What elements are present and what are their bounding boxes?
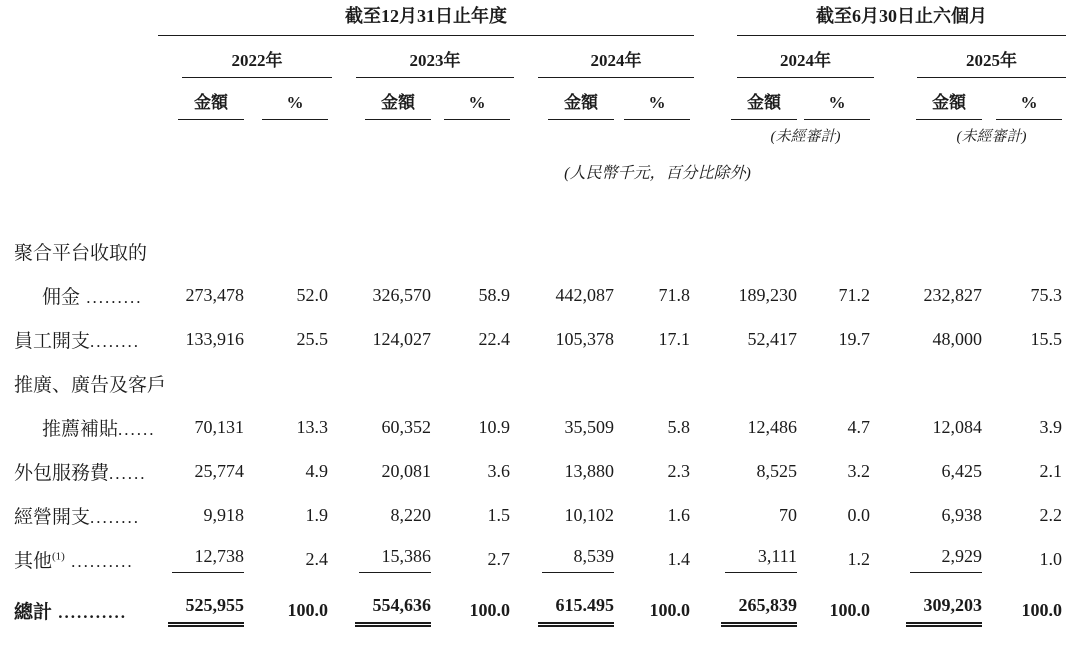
amount-column-header: 金額 (158, 78, 248, 120)
cell-value: 2.7 (487, 549, 510, 570)
cell-value: 273,478 (185, 285, 244, 306)
cell-value: 35,509 (564, 417, 614, 438)
period-header-annual (158, 6, 694, 36)
cell-value: 13,880 (564, 461, 614, 482)
table-row (0, 582, 1066, 640)
table-row (0, 406, 1066, 450)
cell-value: 1.5 (487, 505, 510, 526)
year-header-row (0, 36, 1066, 78)
cell-value: 10.9 (478, 417, 510, 438)
cell-value: 6,425 (941, 461, 982, 482)
cell-value: 309,203 (874, 582, 986, 640)
cell-value: 100.0 (829, 600, 870, 621)
cell-value: 8,525 (756, 461, 797, 482)
cell-value: 0.0 (847, 505, 870, 526)
cell-value: 5.8 (667, 417, 690, 438)
financial-breakdown-table (0, 6, 1066, 640)
cell-value: 2.4 (305, 549, 328, 570)
cell-value: 3,111 (694, 538, 801, 582)
empty-cells (158, 230, 1066, 274)
unit-note: (人民幣千元，百分比除外) (564, 165, 751, 183)
header-spacer (0, 36, 158, 78)
cell-value: 1.2 (847, 549, 870, 570)
period-header-interim (694, 6, 1066, 36)
cell-value: 6,938 (941, 505, 982, 526)
cell-value: 232,827 (923, 285, 982, 306)
cell-value: 100.0 (469, 600, 510, 621)
year-header-2025-interim: 2025年 (874, 36, 1066, 78)
amount-column-header: 金額 (694, 78, 801, 120)
cell-value: 1.4 (667, 549, 690, 570)
cell-value: 1.9 (305, 505, 328, 526)
percent-column-header: % (986, 78, 1066, 120)
period-header-row (0, 6, 1066, 36)
amount-column-header: 金額 (874, 78, 986, 120)
cell-value: 71.8 (658, 285, 690, 306)
header-spacer (0, 152, 514, 192)
percent-column-header: % (248, 78, 332, 120)
cell-value: 554,636 (332, 582, 435, 640)
cell-value: 15.5 (1030, 329, 1062, 350)
cell-value: 189,230 (738, 285, 797, 306)
row-label: 經營開支........ (14, 507, 141, 529)
cell-value: 326,570 (372, 285, 431, 306)
unaudited-note-row (0, 120, 1066, 152)
cell-value: 60,352 (381, 417, 431, 438)
table-row (0, 450, 1066, 494)
cell-value: 58.9 (478, 285, 510, 306)
amount-column-header: 金額 (514, 78, 618, 120)
year-header-2024-interim: 2024年 (694, 36, 874, 78)
cell-value: 3.9 (1039, 417, 1062, 438)
cell-value: 133,916 (185, 329, 244, 350)
cell-value: 25.5 (296, 329, 328, 350)
percent-column-header: % (435, 78, 514, 120)
cell-value: 48,000 (932, 329, 982, 350)
percent-column-header: % (618, 78, 694, 120)
cell-value: 8,539 (514, 538, 618, 582)
cell-value: 52,417 (747, 329, 797, 350)
column-header-row (0, 78, 1066, 120)
cell-value: 20,081 (381, 461, 431, 482)
cell-value: 100.0 (1021, 600, 1062, 621)
cell-value: 1.6 (667, 505, 690, 526)
cell-value: 17.1 (658, 329, 690, 350)
cell-value: 75.3 (1030, 285, 1062, 306)
cell-value: 124,027 (372, 329, 431, 350)
header-spacer (801, 152, 1066, 192)
table-row (0, 318, 1066, 362)
cell-value: 4.7 (847, 417, 870, 438)
table-row (0, 494, 1066, 538)
empty-cells (158, 362, 1066, 406)
header-spacer (0, 6, 158, 36)
amount-column-header: 金額 (332, 78, 435, 120)
cell-value: 10,102 (564, 505, 614, 526)
header-spacer (0, 120, 694, 152)
cell-value: 265,839 (694, 582, 801, 640)
cell-value: 2.3 (667, 461, 690, 482)
cell-value: 70,131 (194, 417, 244, 438)
cell-value: 70 (779, 505, 797, 526)
row-label: 員工開支........ (14, 331, 141, 353)
year-header-2022: 2022年 (158, 36, 332, 78)
table-row (0, 362, 1066, 406)
table-row (0, 274, 1066, 318)
cell-value: 25,774 (194, 461, 244, 482)
cell-value: 22.4 (478, 329, 510, 350)
table-row (0, 230, 1066, 274)
unaudited-note: (未經審計) (956, 129, 1027, 146)
cell-value: 52.0 (296, 285, 328, 306)
cell-value: 4.9 (305, 461, 328, 482)
cell-value: 71.2 (838, 285, 870, 306)
cell-value: 2.2 (1039, 505, 1062, 526)
unit-note-row (0, 152, 1066, 192)
row-label: 總計 ........... (14, 602, 128, 624)
cell-value: 2.1 (1039, 461, 1062, 482)
cell-value: 19.7 (838, 329, 870, 350)
cell-value: 15,386 (332, 538, 435, 582)
cell-value: 2,929 (874, 538, 986, 582)
cell-value: 442,087 (555, 285, 614, 306)
cell-value: 13.3 (296, 417, 328, 438)
cell-value: 12,486 (747, 417, 797, 438)
cell-value: 3.2 (847, 461, 870, 482)
spacer-row (0, 192, 1066, 230)
row-label: 佣金 ......... (42, 287, 143, 309)
cell-value: 1.0 (1039, 549, 1062, 570)
year-header-2023: 2023年 (332, 36, 514, 78)
row-label: 其他$^{(1)}$ .......... (14, 550, 134, 573)
cell-value: 12,084 (932, 417, 982, 438)
cell-value: 9,918 (203, 505, 244, 526)
cell-value: 615.495 (514, 582, 618, 640)
cell-value: 100.0 (287, 600, 328, 621)
row-label: 聚合平台收取的 (14, 243, 148, 265)
period-header-interim-label: 截至6月30日止六個月 (737, 6, 1066, 36)
percent-column-header: % (801, 78, 874, 120)
row-label: 外包服務費...... (14, 463, 147, 485)
cell-value: 105,378 (555, 329, 614, 350)
cell-value: 8,220 (390, 505, 431, 526)
unaudited-note: (未經審計) (770, 129, 841, 146)
cell-value: 3.6 (487, 461, 510, 482)
cell-value: 525,955 (158, 582, 248, 640)
header-spacer (0, 78, 158, 120)
table-row (0, 538, 1066, 582)
row-label: 推薦補貼...... (42, 419, 156, 441)
cell-value: 100.0 (649, 600, 690, 621)
cell-value: 12,738 (158, 538, 248, 582)
year-header-2024: 2024年 (514, 36, 694, 78)
row-label: 推廣、廣告及客戶 (14, 375, 167, 397)
period-header-annual-label: 截至12月31日止年度 (158, 6, 694, 36)
